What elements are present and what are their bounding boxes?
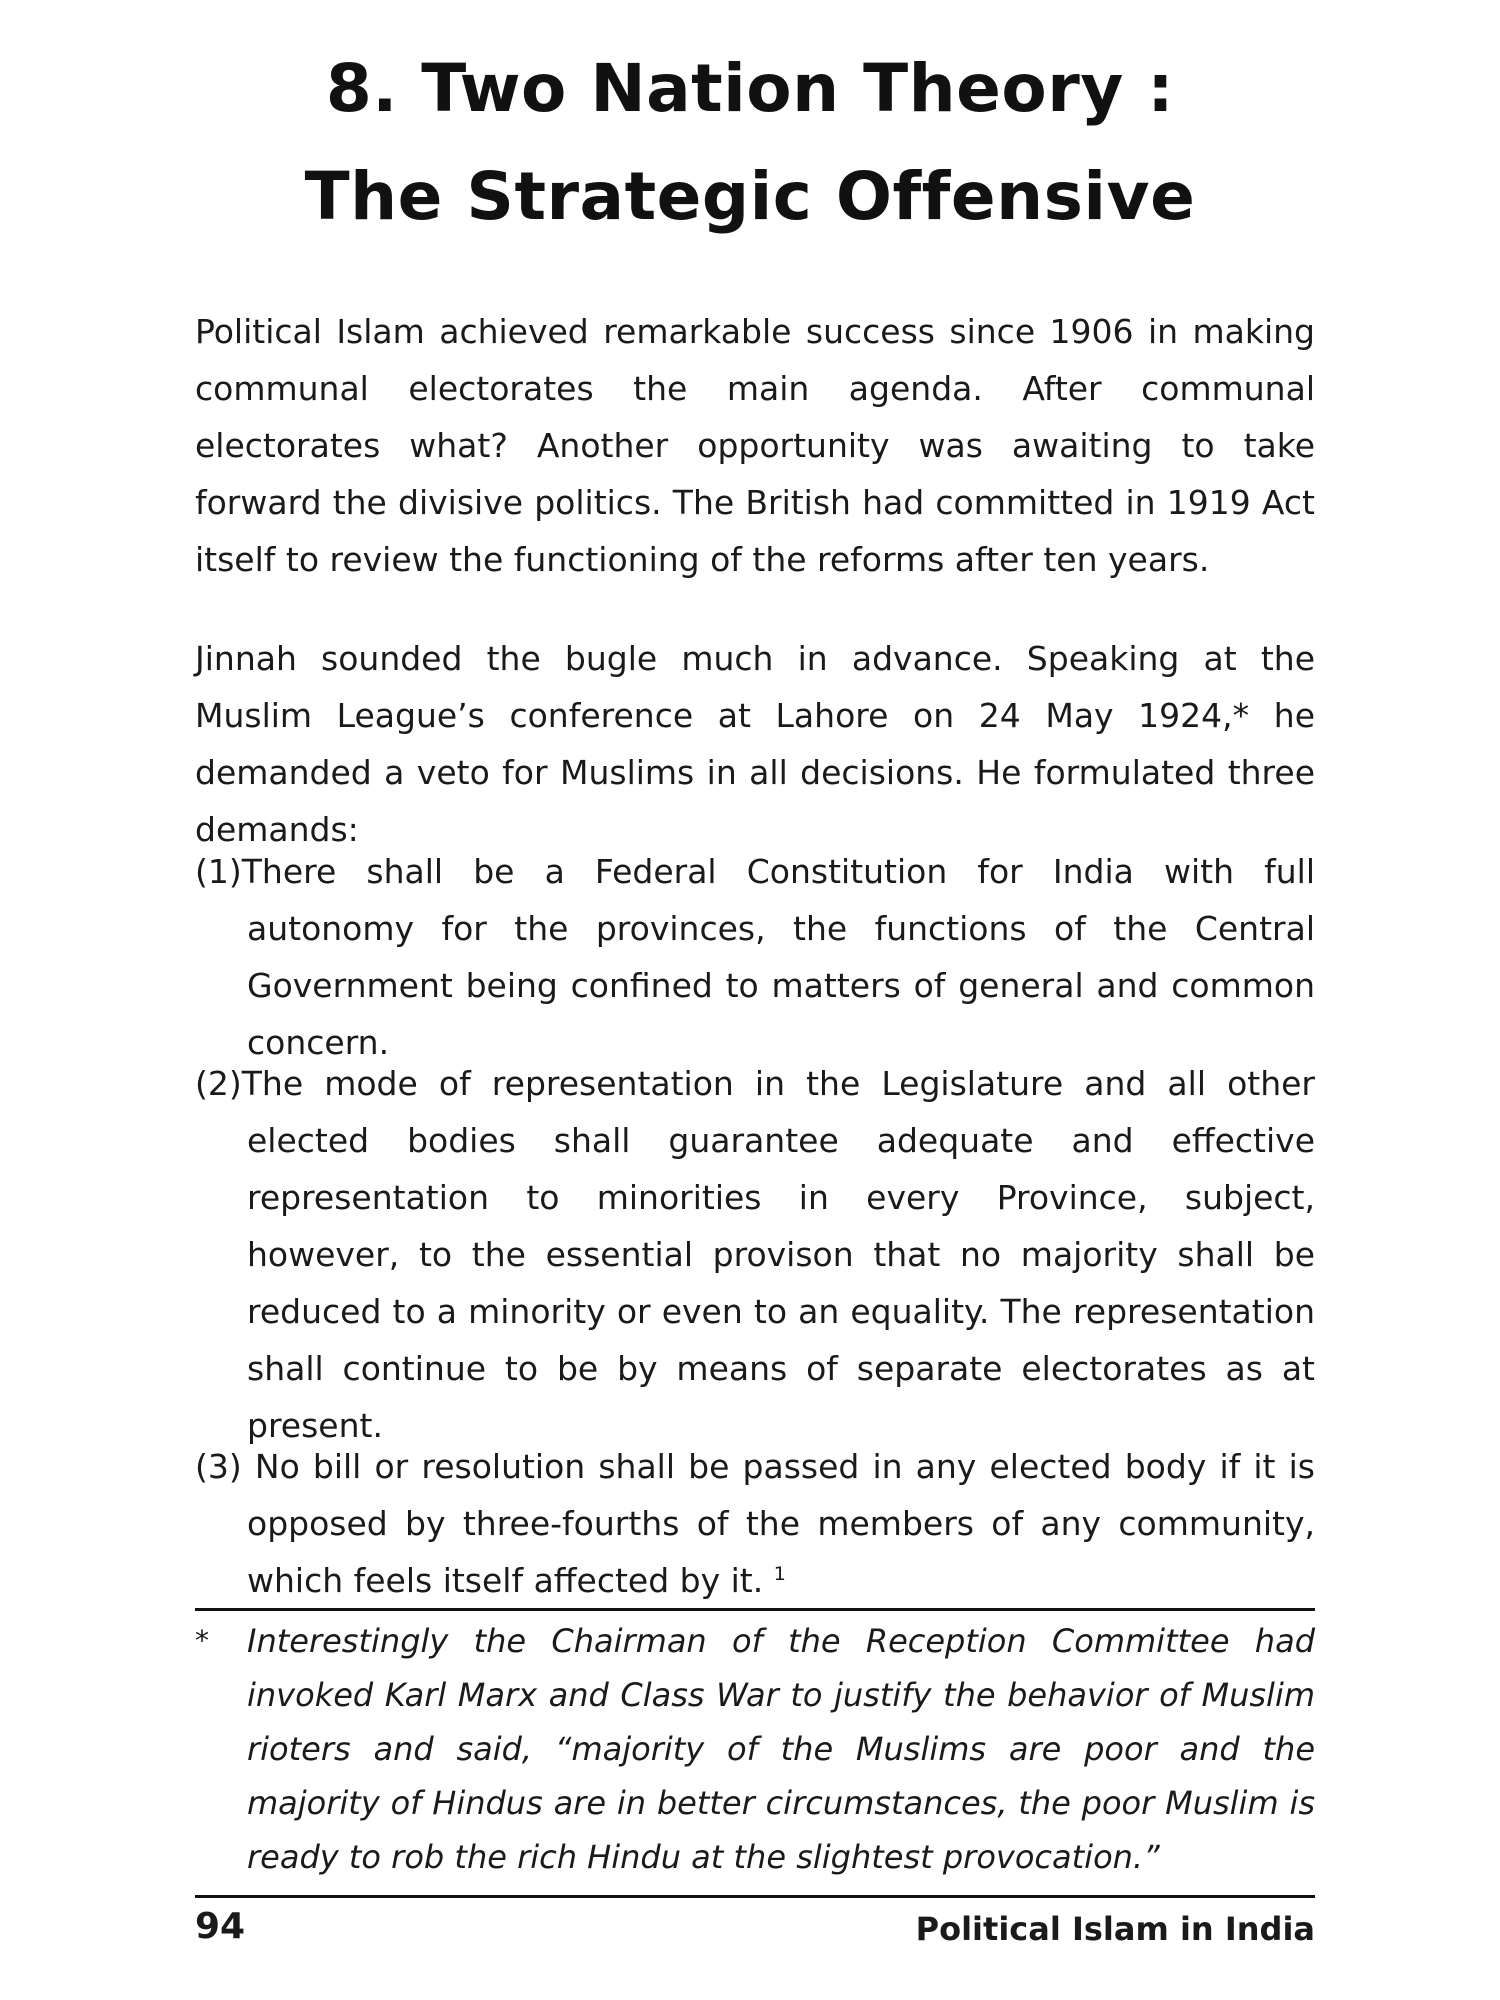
- demand-number: (1): [195, 852, 242, 891]
- paragraph-jinnah: Jinnah sounded the bugle much in advance. Speaking at the Muslim League’s conference at Lahore on 24 May 1924,* he demanded a veto for Muslims in all decisions. He formulated three demands:: [195, 639, 1315, 849]
- demand-text: No bill or resolution shall be passed in any elected body if it is opposed by three-fourths of the members of any community, which feels itself affected by it.: [247, 1447, 1315, 1600]
- footnote-marker: *: [195, 1624, 209, 1657]
- footnote-divider: [195, 1608, 1315, 1611]
- footnote: [195, 1614, 1315, 1884]
- demand-number: (2): [195, 1064, 242, 1103]
- demand-text: There shall be a Federal Constitution for India with full autonomy for the provinces, the functions of the Central Government being confined to matters of general and common concern.: [241, 852, 1315, 1062]
- chapter-title-line-1: 8. Two Nation Theory :: [325, 50, 1175, 127]
- footnote-reference: 1: [773, 1563, 786, 1585]
- demand-item-1: [195, 843, 1315, 1071]
- page-number: 94: [195, 1906, 246, 1947]
- footer-divider: [195, 1895, 1315, 1898]
- demand-item-2: [195, 1055, 1315, 1454]
- demand-number: (3): [195, 1447, 242, 1486]
- demand-text: The mode of representation in the Legislature and all other elected bodies shall guarantee adequate and effective representation to minorities in every Province, subject, however, to the essential provison that no majority shall be reduced to a minority or even to an equality. The representation shall continue to be by means of separate electorates as at present.: [241, 1064, 1315, 1445]
- demand-item-3: [195, 1438, 1315, 1609]
- paragraph-intro: Political Islam achieved remarkable success since 1906 in making communal electorates the main agenda. After communal electorates what? Another opportunity was awaiting to take forward the divisive politics. The British had committed in 1919 Act itself to review the functioning of the reforms after ten years.: [195, 312, 1315, 579]
- running-title: Political Islam in India: [915, 1910, 1315, 1948]
- chapter-title-line-2: The Strategic Offensive: [304, 158, 1196, 235]
- footnote-text: Interestingly the Chairman of the Reception Committee had invoked Karl Marx and Class War to justify the behavior of Muslim rioters and said, “majority of the Muslims are poor and the majority of Hindus are in better circumstances, the poor Muslim is ready to rob the rich Hindu at the slightest provocation.”: [247, 1622, 1315, 1876]
